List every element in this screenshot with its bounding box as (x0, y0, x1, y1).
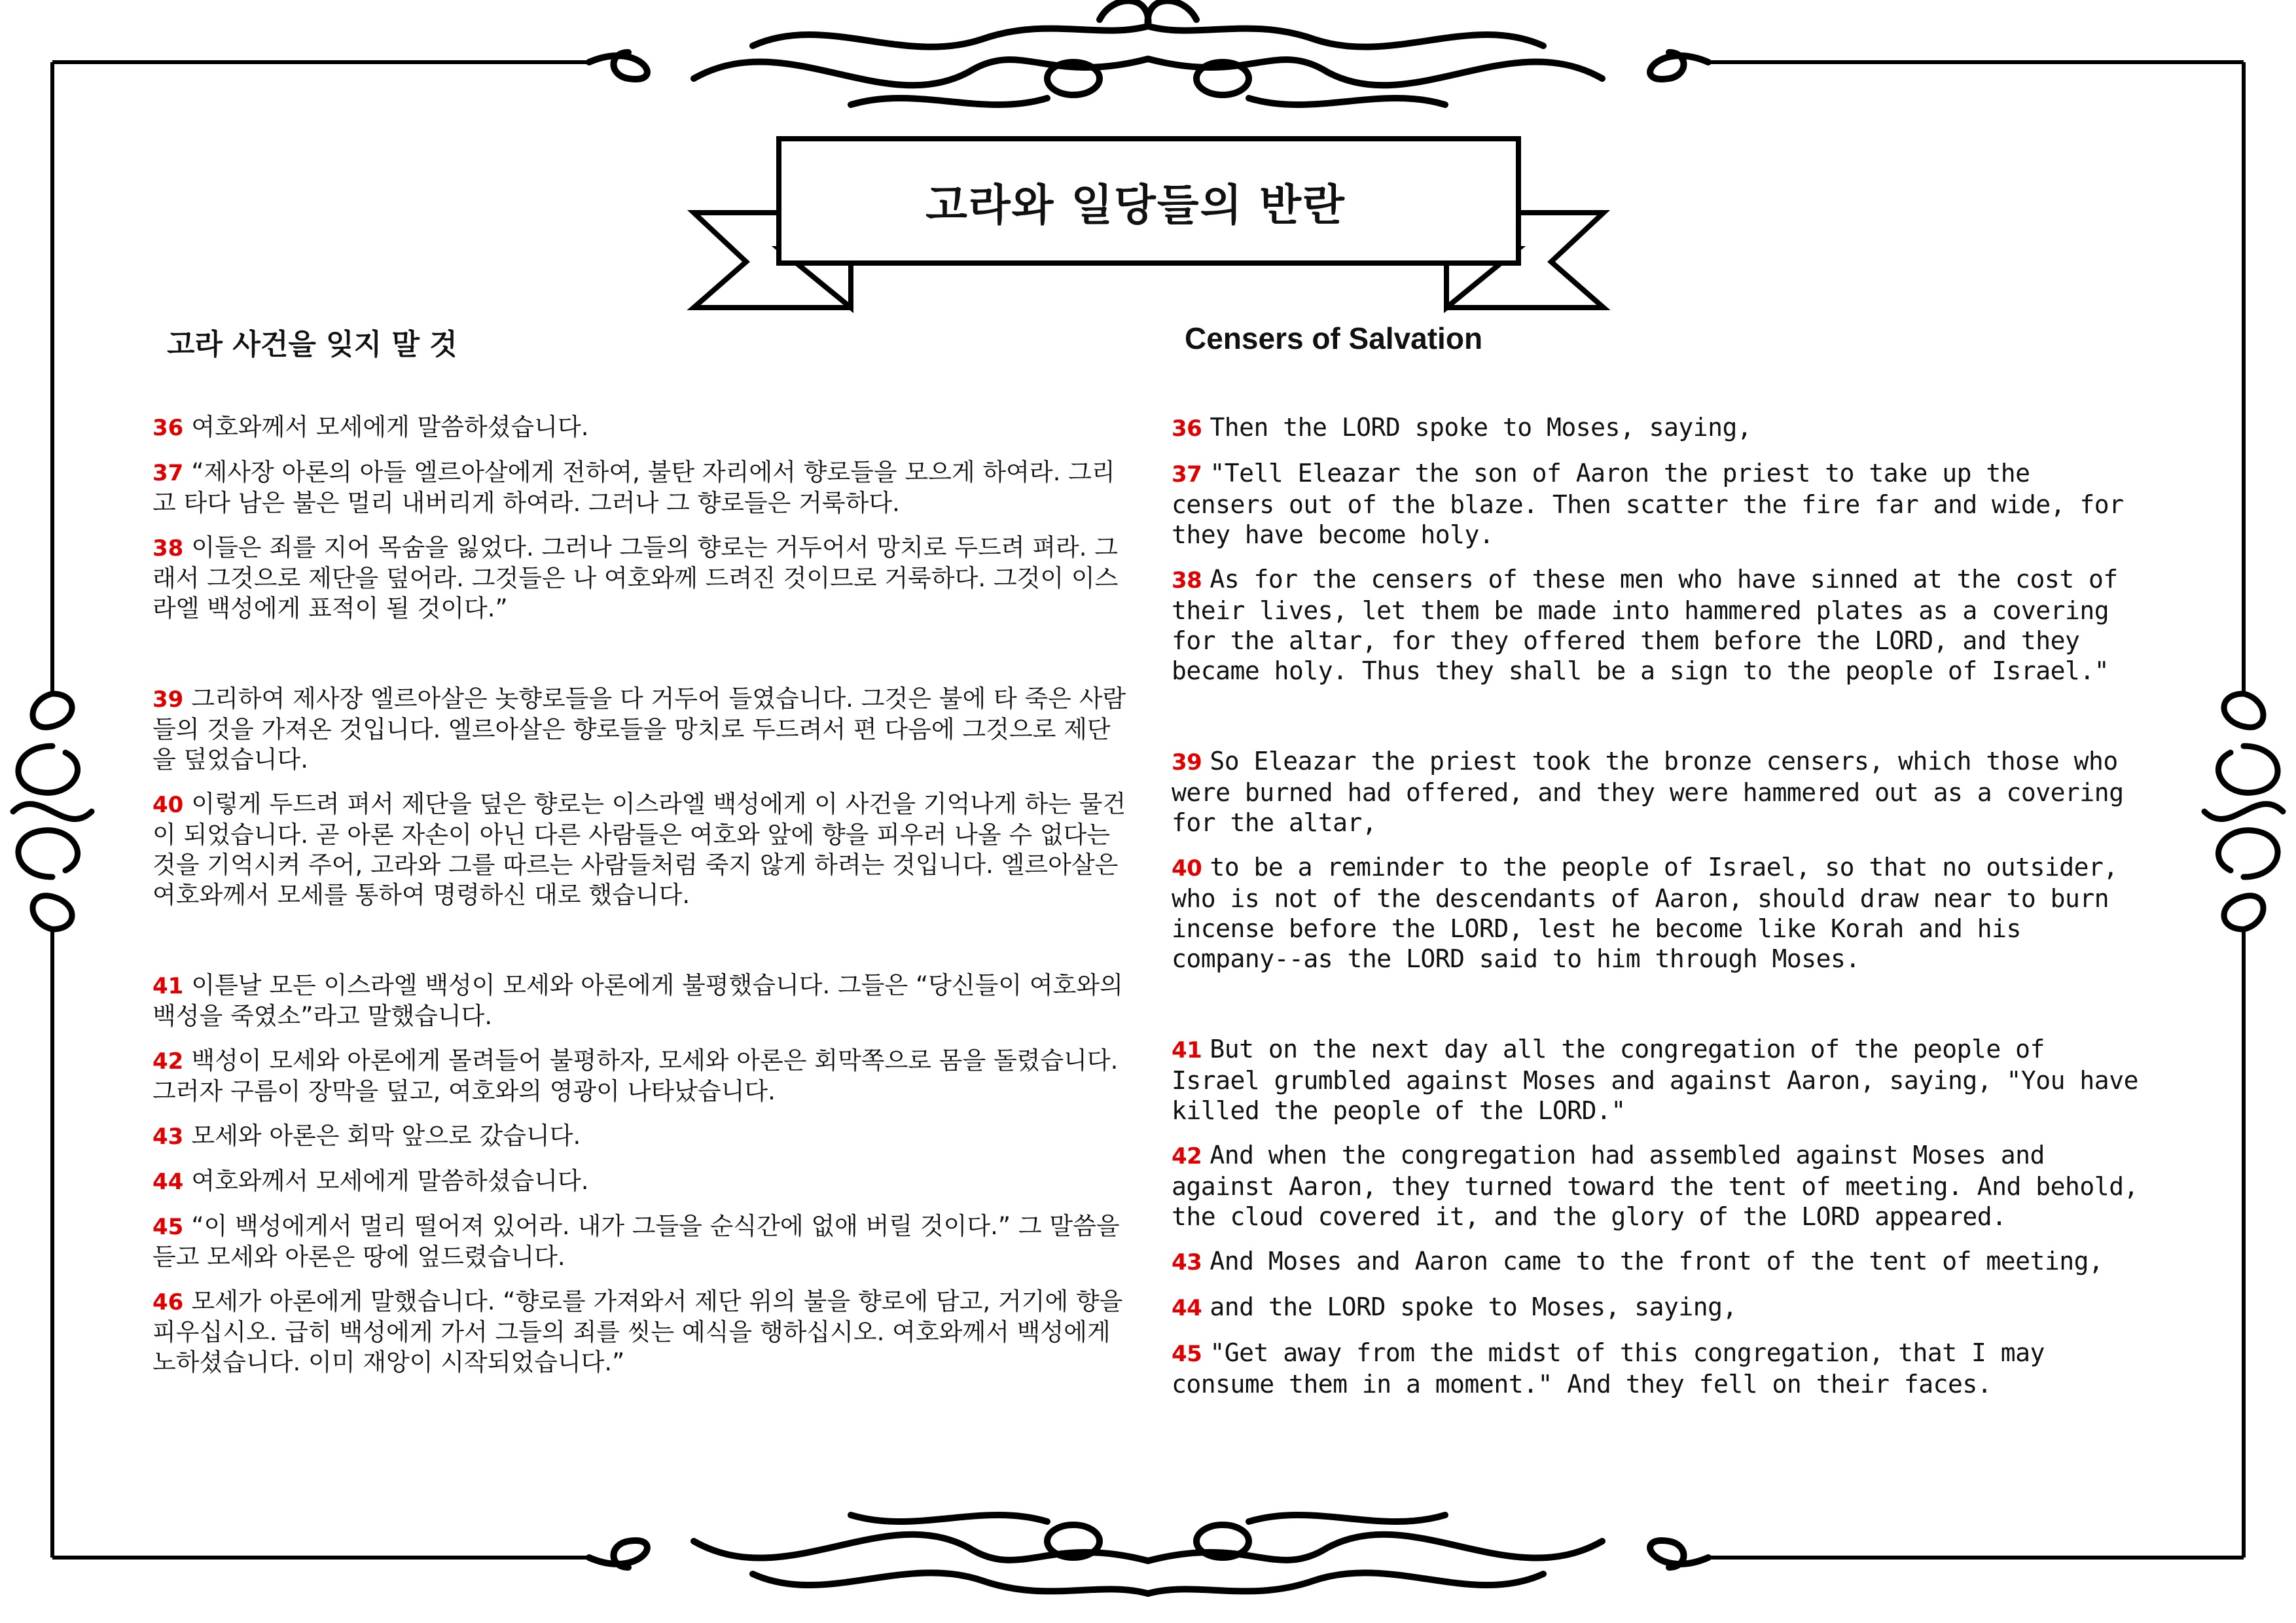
verse-number: 37 (152, 460, 184, 486)
verse-number: 42 (1172, 1143, 1202, 1169)
verse-number: 36 (152, 415, 184, 441)
verse-text: 여호와께서 모세에게 말씀하셨습니다. (191, 413, 589, 441)
verse-number: 37 (1172, 461, 1202, 488)
verse-number: 38 (1172, 567, 1202, 594)
verse-text: to be a reminder to the people of Israel, so that no outsider, who is not of the descendants of Aaron, should draw near to burn incense before the LORD, lest he become like Korah and his company--as the LORD said to him through Moses. (1172, 853, 2118, 973)
verse-number: 45 (1172, 1341, 1202, 1367)
verse-en-42 (1172, 1140, 2140, 1232)
verse-ko-45 (152, 1211, 1128, 1272)
verse-en-45 (1172, 1338, 2140, 1399)
verse-number: 36 (1172, 416, 1202, 442)
verse-text: 백성이 모세와 아론에게 몰려들어 불평하자, 모세와 아론은 회막쪽으로 몸을 돌렸습니다. 그러자 구름이 장막을 덮고, 여호와의 영광이 나타났습니다. (152, 1046, 1119, 1105)
verse-text: 이튿날 모든 이스라엘 백성이 모세와 아론에게 불평했습니다. 그들은 “당신들이 여호와의 백성을 죽였소”라고 말했습니다. (152, 971, 1123, 1030)
verse-number: 38 (152, 535, 184, 562)
verse-number: 46 (152, 1289, 184, 1315)
verse-en-39 (1172, 746, 2140, 838)
verse-text: As for the censers of these men who have sinned at the cost of their lives, let them be made into hammered plates as a covering for the altar, for they offered them before the LORD, and they became holy. Thus they shall be a sign to the people of Israel." (1172, 565, 2118, 685)
verse-text: “이 백성에게서 멀리 떨어져 있어라. 내가 그들을 순식간에 없애 버릴 것이다.” 그 말씀을 듣고 모세와 아론은 땅에 엎드렸습니다. (152, 1212, 1120, 1271)
verse-text: and the LORD spoke to Moses, saying, (1210, 1293, 1737, 1321)
verse-number: 40 (1172, 855, 1202, 882)
verse-text: And when the congregation had assembled against Moses and against Aaron, they turned toward the tent of meeting. And behold, the cloud covered it, and the glory of the LORD appeared. (1172, 1141, 2138, 1231)
verse-text: But on the next day all the congregation of the people of Israel grumbled against Moses and against Aaron, saying, "You have killed the people of the LORD." (1172, 1035, 2138, 1125)
verse-ko-39 (152, 684, 1128, 775)
verse-text: “제사장 아론의 아들 엘르아살에게 전하여, 불탄 자리에서 향로들을 모으게 하여라. 그리고 타다 남은 불은 멀리 내버리게 하여라. 그러나 그 향로들은 거룩하다. (152, 458, 1115, 517)
verse-ko-41 (152, 971, 1128, 1031)
verse-ko-46 (152, 1287, 1128, 1378)
verse-text: 모세와 아론은 회막 앞으로 갔습니다. (191, 1122, 581, 1150)
verse-en-41 (1172, 1034, 2140, 1126)
verse-en-37 (1172, 458, 2140, 550)
verse-text: "Get away from the midst of this congregation, that I may consume them in a moment." And they fell on their faces. (1172, 1338, 2045, 1399)
verse-text: So Eleazar the priest took the bronze censers, which those who were burned had offered, and they were hammered out as a covering for the altar, (1172, 747, 2124, 837)
verse-number: 40 (152, 792, 184, 818)
verse-text: Then the LORD spoke to Moses, saying, (1210, 413, 1752, 442)
verse-text: 모세가 아론에게 말했습니다. “향로를 가져와서 제단 위의 불을 향로에 담고, 거기에 향을 피우십시오. 급히 백성에게 가서 그들의 죄를 씻는 예식을 행하십시오. 여호와께서 백성에게 노하셨습니다. 이미 재앙이 시작되었습니다.” (152, 1287, 1123, 1376)
verse-text: 여호와께서 모세에게 말씀하셨습니다. (191, 1167, 589, 1195)
verse-number: 44 (1172, 1295, 1202, 1321)
verse-ko-38 (152, 533, 1128, 624)
verse-ko-42 (152, 1046, 1128, 1107)
bottom-flourish (589, 1515, 1708, 1594)
verse-number: 41 (152, 973, 184, 999)
right-side-ornament (2204, 694, 2283, 929)
verse-number: 42 (152, 1048, 184, 1075)
top-flourish (589, 1, 1708, 105)
verse-number: 41 (1172, 1037, 1202, 1063)
verse-number: 45 (152, 1214, 184, 1240)
verse-number: 39 (152, 687, 184, 713)
page-title: 고라와 일당들의 반란 (925, 179, 1346, 230)
left-column-heading: 고라 사건을 잊지 말 것 (167, 328, 457, 361)
right-column-heading: Censers of Salvation (1185, 321, 1483, 355)
verse-en-38 (1172, 564, 2140, 686)
verse-number: 43 (1172, 1249, 1202, 1275)
verse-ko-43 (152, 1121, 1128, 1152)
english-text-column (1172, 412, 2140, 1414)
verse-text: And Moses and Aaron came to the front of the tent of meeting, (1210, 1247, 2104, 1275)
verse-ko-37 (152, 457, 1128, 518)
verse-text: 이렇게 두드려 펴서 제단을 덮은 향로는 이스라엘 백성에게 이 사건을 기억나게 하는 물건이 되었습니다. 곧 아론 자손이 아닌 다른 사람들은 여호와 앞에 향을 피우러 나올 수 없다는 것을 기억시켜 주어, 고라와 그를 따르는 사람들처럼 죽지 않게 하려는 것입니다. 엘르아살은 여호와께서 모세를 통하여 명령하신 대로 했습니다. (152, 790, 1126, 909)
verse-text: 그리하여 제사장 엘르아살은 놋향로들을 다 거두어 들였습니다. 그것은 불에 타 죽은 사람들의 것을 가져온 것입니다. 엘르아살은 향로들을 망치로 두드려서 편 다음에 그것으로 제단을 덮었습니다. (152, 685, 1126, 774)
verse-number: 44 (152, 1169, 184, 1195)
verse-en-40 (1172, 852, 2140, 974)
verse-text: 이들은 죄를 지어 목숨을 잃었다. 그러나 그들의 향로는 거두어서 망치로 두드려 펴라. 그래서 그것으로 제단을 덮어라. 그것들은 나 여호와께 드려진 것이므로 거룩하다. 그것이 이스라엘 백성에게 표적이 될 것이다.” (152, 533, 1119, 622)
verse-number: 39 (1172, 749, 1202, 776)
verse-number: 43 (152, 1124, 184, 1150)
verse-ko-36 (152, 412, 1128, 443)
verse-ko-44 (152, 1166, 1128, 1197)
verse-en-43 (1172, 1246, 2140, 1277)
left-side-ornament (13, 694, 92, 929)
verse-en-36 (1172, 412, 2140, 444)
verse-ko-40 (152, 789, 1128, 910)
verse-text: "Tell Eleazar the son of Aaron the priest to take up the censers out of the blaze. Then scatter the fire far and wide, for they have become holy. (1172, 459, 2124, 549)
verse-en-44 (1172, 1292, 2140, 1323)
korean-text-column (152, 412, 1128, 1392)
